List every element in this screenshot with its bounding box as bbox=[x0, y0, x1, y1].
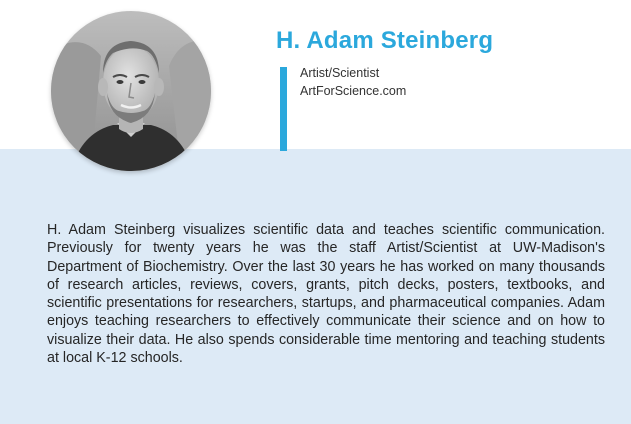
website-link[interactable]: ArtForScience.com bbox=[300, 84, 407, 98]
person-name: H. Adam Steinberg bbox=[276, 27, 494, 54]
job-title: Artist/Scientist bbox=[300, 66, 380, 80]
biography-text: H. Adam Steinberg visualizes scientific data and teaches scientific communication. Previously for twenty years he was the staff Artist/Scientist at UW-Madison's Department of Biochemistry. Over the last 30 years he has worked on many thousands of research articles, reviews, covers, grants, pitch decks, posters, textbooks, and scientific presentations for researchers, startups, and pharmaceutical companies. Adam enjoys teaching researchers to effectively communicate their science and on how to visualize their data. He also spends considerable time mentoring and teaching students at local K-12 schools. bbox=[47, 222, 605, 367]
portrait-illustration bbox=[51, 11, 211, 171]
accent-bar bbox=[280, 67, 287, 151]
profile-photo bbox=[51, 11, 211, 171]
